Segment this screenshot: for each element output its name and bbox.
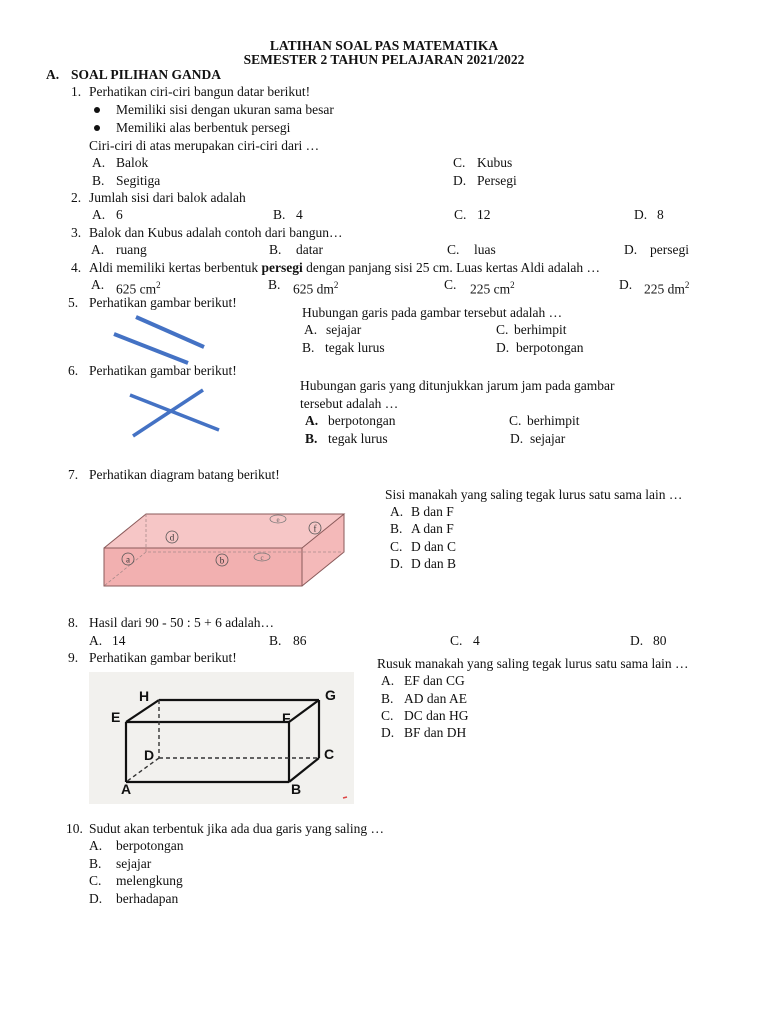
vertex-label-d: D bbox=[144, 747, 155, 763]
q6-option-a-key[interactable]: A. bbox=[305, 413, 319, 428]
vertex-label-a: A bbox=[121, 781, 132, 797]
q3-number: 3. bbox=[71, 225, 82, 240]
q3-option-d[interactable]: persegi bbox=[650, 242, 689, 257]
q2-option-b-key[interactable]: B. bbox=[273, 207, 286, 222]
vertex-label-g: G bbox=[325, 687, 336, 703]
q10-number: 10. bbox=[66, 821, 83, 836]
q2-option-d-key[interactable]: D. bbox=[634, 207, 648, 222]
q9-option-d[interactable]: BF dan DH bbox=[404, 725, 467, 740]
q2-option-d[interactable]: 8 bbox=[657, 207, 664, 222]
q3-text: Balok dan Kubus adalah contoh dari bangun… bbox=[89, 225, 343, 240]
q1-prompt: Ciri-ciri di atas merupakan ciri-ciri dari … bbox=[89, 138, 320, 153]
q2-number: 2. bbox=[71, 190, 82, 205]
q4-option-d-sup: 2 bbox=[684, 280, 690, 290]
q5-option-a[interactable]: sejajar bbox=[326, 322, 362, 337]
q5-number: 5. bbox=[68, 295, 79, 310]
q10-option-b[interactable]: sejajar bbox=[116, 856, 152, 871]
q7-option-d-key[interactable]: D. bbox=[390, 556, 404, 571]
bullet-icon bbox=[94, 107, 100, 113]
q1-bullet-2: Memiliki alas berbentuk persegi bbox=[116, 120, 291, 135]
face-label-c: c bbox=[260, 554, 264, 562]
q10-option-a-key[interactable]: A. bbox=[89, 838, 103, 853]
line-2 bbox=[114, 334, 188, 363]
q6-option-b[interactable]: tegak lurus bbox=[328, 431, 388, 446]
q10-option-d[interactable]: berhadapan bbox=[116, 891, 179, 906]
face-label-e-top: e bbox=[276, 516, 280, 524]
vertex-label-h: H bbox=[139, 688, 150, 704]
q1-option-d-key[interactable]: D. bbox=[453, 173, 467, 188]
q5-option-d-key[interactable]: D. bbox=[496, 340, 510, 355]
q3-option-d-key[interactable]: D. bbox=[624, 242, 638, 257]
q8-text: Hasil dari 90 - 50 : 5 + 6 adalah… bbox=[89, 615, 274, 630]
q6-option-b-key[interactable]: B. bbox=[305, 431, 318, 446]
q1-text: Perhatikan ciri-ciri bangun datar berikut! bbox=[89, 84, 311, 99]
q5-option-a-key[interactable]: A. bbox=[304, 322, 318, 337]
q3-option-c-key[interactable]: C. bbox=[447, 242, 460, 257]
q6-option-c-key[interactable]: C. bbox=[509, 413, 522, 428]
q3-option-a-key[interactable]: A. bbox=[91, 242, 105, 257]
q6-option-d-key[interactable]: D. bbox=[510, 431, 524, 446]
q2-option-a-key[interactable]: A. bbox=[92, 207, 106, 222]
q9-option-b-key[interactable]: B. bbox=[381, 691, 394, 706]
q1-option-a-key[interactable]: A. bbox=[92, 155, 106, 170]
q5-option-d[interactable]: berpotongan bbox=[516, 340, 584, 355]
q1-option-d[interactable]: Persegi bbox=[477, 173, 517, 188]
q4-option-b[interactable] bbox=[293, 277, 338, 298]
q8-option-a-key[interactable]: A. bbox=[89, 633, 103, 648]
q5-option-b[interactable]: tegak lurus bbox=[325, 340, 385, 355]
q4-text-bold: persegi bbox=[261, 260, 303, 275]
q8-option-c-key[interactable]: C. bbox=[450, 633, 463, 648]
vertex-label-f: F bbox=[282, 710, 291, 726]
q6-question-line-2: tersebut adalah … bbox=[300, 396, 399, 411]
q3-option-a[interactable]: ruang bbox=[116, 242, 147, 257]
q5-option-c[interactable]: berhimpit bbox=[514, 322, 567, 337]
q2-text: Jumlah sisi dari balok adalah bbox=[89, 190, 246, 205]
q4-option-c-key[interactable]: C. bbox=[444, 277, 457, 292]
q6-option-a[interactable]: berpotongan bbox=[328, 413, 396, 428]
q9-option-c[interactable]: DC dan HG bbox=[404, 708, 469, 723]
q6-number: 6. bbox=[68, 363, 79, 378]
q6-question-line-1: Hubungan garis yang ditunjukkan jarum jam pada gambar bbox=[300, 378, 615, 393]
q6-text: Perhatikan gambar berikut! bbox=[89, 363, 237, 378]
q6-option-d[interactable]: sejajar bbox=[530, 431, 566, 446]
q4-number: 4. bbox=[71, 260, 82, 275]
q10-option-d-key[interactable]: D. bbox=[89, 891, 103, 906]
q8-option-d[interactable]: 80 bbox=[653, 633, 667, 648]
q4-text-a: Aldi memiliki kertas berbentuk bbox=[89, 260, 259, 275]
q7-option-b[interactable]: A dan F bbox=[411, 521, 454, 536]
q4-option-d-value: 225 dm bbox=[644, 281, 685, 297]
face-label-a: a bbox=[126, 554, 130, 565]
q7-option-d[interactable]: D dan B bbox=[411, 556, 456, 571]
cuboid-edges-figure bbox=[89, 672, 354, 804]
q10-option-b-key[interactable]: B. bbox=[89, 856, 102, 871]
q3-option-b[interactable]: datar bbox=[296, 242, 323, 257]
q4-option-d[interactable] bbox=[644, 277, 689, 298]
q4-option-a-sup: 2 bbox=[156, 280, 161, 290]
q8-number: 8. bbox=[68, 615, 79, 630]
line-2 bbox=[133, 390, 203, 436]
q4-option-a-value: 625 cm bbox=[116, 281, 157, 297]
q10-option-c-key[interactable]: C. bbox=[89, 873, 102, 888]
q4-option-b-sup: 2 bbox=[333, 280, 339, 290]
q2-option-c-key[interactable]: C. bbox=[454, 207, 467, 222]
section-label: A. bbox=[46, 67, 60, 82]
q5-text: Perhatikan gambar berikut! bbox=[89, 295, 237, 310]
q8-option-d-key[interactable]: D. bbox=[630, 633, 644, 648]
q6-option-c[interactable]: berhimpit bbox=[527, 413, 580, 428]
q7-number: 7. bbox=[68, 467, 79, 482]
document-subtitle: SEMESTER 2 TAHUN PELAJARAN 2021/2022 bbox=[243, 52, 525, 67]
q2-option-b[interactable]: 4 bbox=[296, 207, 303, 222]
q5-option-b-key[interactable]: B. bbox=[302, 340, 315, 355]
vertex-label-c: C bbox=[324, 746, 335, 762]
q9-option-c-key[interactable]: C. bbox=[381, 708, 394, 723]
q7-option-c[interactable]: D dan C bbox=[411, 539, 456, 554]
q9-option-a-key[interactable]: A. bbox=[381, 673, 395, 688]
q8-option-b[interactable]: 86 bbox=[293, 633, 307, 648]
q1-option-c-key[interactable]: C. bbox=[453, 155, 466, 170]
q4-option-c-sup: 2 bbox=[510, 280, 515, 290]
q1-option-b-key[interactable]: B. bbox=[92, 173, 105, 188]
document-title: LATIHAN SOAL PAS MATEMATIKA bbox=[269, 38, 499, 53]
q1-bullet-1: Memiliki sisi dengan ukuran sama besar bbox=[116, 102, 334, 117]
vertex-label-b: B bbox=[291, 781, 302, 797]
q9-number: 9. bbox=[68, 650, 79, 665]
q4-option-b-key[interactable]: B. bbox=[268, 277, 281, 292]
intersecting-lines-figure bbox=[125, 385, 225, 445]
q7-option-a-key[interactable]: A. bbox=[390, 504, 404, 519]
q5-question: Hubungan garis pada gambar tersebut adalah … bbox=[302, 305, 563, 320]
parallel-lines-figure bbox=[100, 305, 220, 365]
q3-option-b-key[interactable]: B. bbox=[269, 242, 282, 257]
section-title: SOAL PILIHAN GANDA bbox=[71, 67, 222, 82]
q10-option-c[interactable]: melengkung bbox=[116, 873, 183, 888]
q5-option-c-key[interactable]: C. bbox=[496, 322, 509, 337]
line-1 bbox=[130, 395, 219, 430]
q3-option-c[interactable]: luas bbox=[474, 242, 496, 257]
q7-option-a[interactable]: B dan F bbox=[411, 504, 454, 519]
q8-option-c[interactable]: 4 bbox=[473, 633, 480, 648]
q7-option-c-key[interactable]: C. bbox=[390, 539, 403, 554]
q8-option-b-key[interactable]: B. bbox=[269, 633, 282, 648]
q1-option-b[interactable]: Segitiga bbox=[116, 173, 161, 188]
q1-option-c[interactable]: Kubus bbox=[477, 155, 513, 170]
q4-option-b-value: 625 dm bbox=[293, 281, 334, 297]
line-1 bbox=[136, 317, 204, 347]
q4-option-c[interactable] bbox=[470, 277, 515, 298]
q4-option-c-value: 225 cm bbox=[470, 281, 511, 297]
q4-option-d-key[interactable]: D. bbox=[619, 277, 633, 292]
q2-option-c[interactable]: 12 bbox=[477, 207, 491, 222]
q9-question: Rusuk manakah yang saling tegak lurus satu sama lain … bbox=[377, 656, 689, 671]
face-label-f: f bbox=[313, 523, 317, 534]
q9-option-a[interactable]: EF dan CG bbox=[404, 673, 465, 688]
face-label-b: b bbox=[219, 555, 225, 566]
bullet-icon bbox=[94, 125, 100, 131]
vertex-label-e: E bbox=[111, 709, 121, 725]
q1-option-a[interactable]: Balok bbox=[116, 155, 149, 170]
q7-text: Perhatikan diagram batang berikut! bbox=[89, 467, 280, 482]
q9-option-b[interactable]: AD dan AE bbox=[404, 691, 467, 706]
cuboid-figure bbox=[100, 492, 350, 602]
q4-option-a-key[interactable]: A. bbox=[91, 277, 105, 292]
q4-text bbox=[89, 260, 600, 276]
q7-option-b-key[interactable]: B. bbox=[390, 521, 403, 536]
face-label-d: d bbox=[169, 532, 175, 543]
q10-option-a[interactable]: berpotongan bbox=[116, 838, 184, 853]
q10-text: Sudut akan terbentuk jika ada dua garis yang saling … bbox=[89, 821, 385, 836]
q9-text: Perhatikan gambar berikut! bbox=[89, 650, 237, 665]
q8-option-a[interactable]: 14 bbox=[112, 633, 126, 648]
q7-question: Sisi manakah yang saling tegak lurus satu sama lain … bbox=[385, 487, 683, 502]
q2-option-a[interactable]: 6 bbox=[116, 207, 123, 222]
q9-option-d-key[interactable]: D. bbox=[381, 725, 395, 740]
q4-text-b: dengan panjang sisi 25 cm. Luas kertas Aldi adalah … bbox=[306, 260, 601, 275]
q1-number: 1. bbox=[71, 84, 82, 99]
